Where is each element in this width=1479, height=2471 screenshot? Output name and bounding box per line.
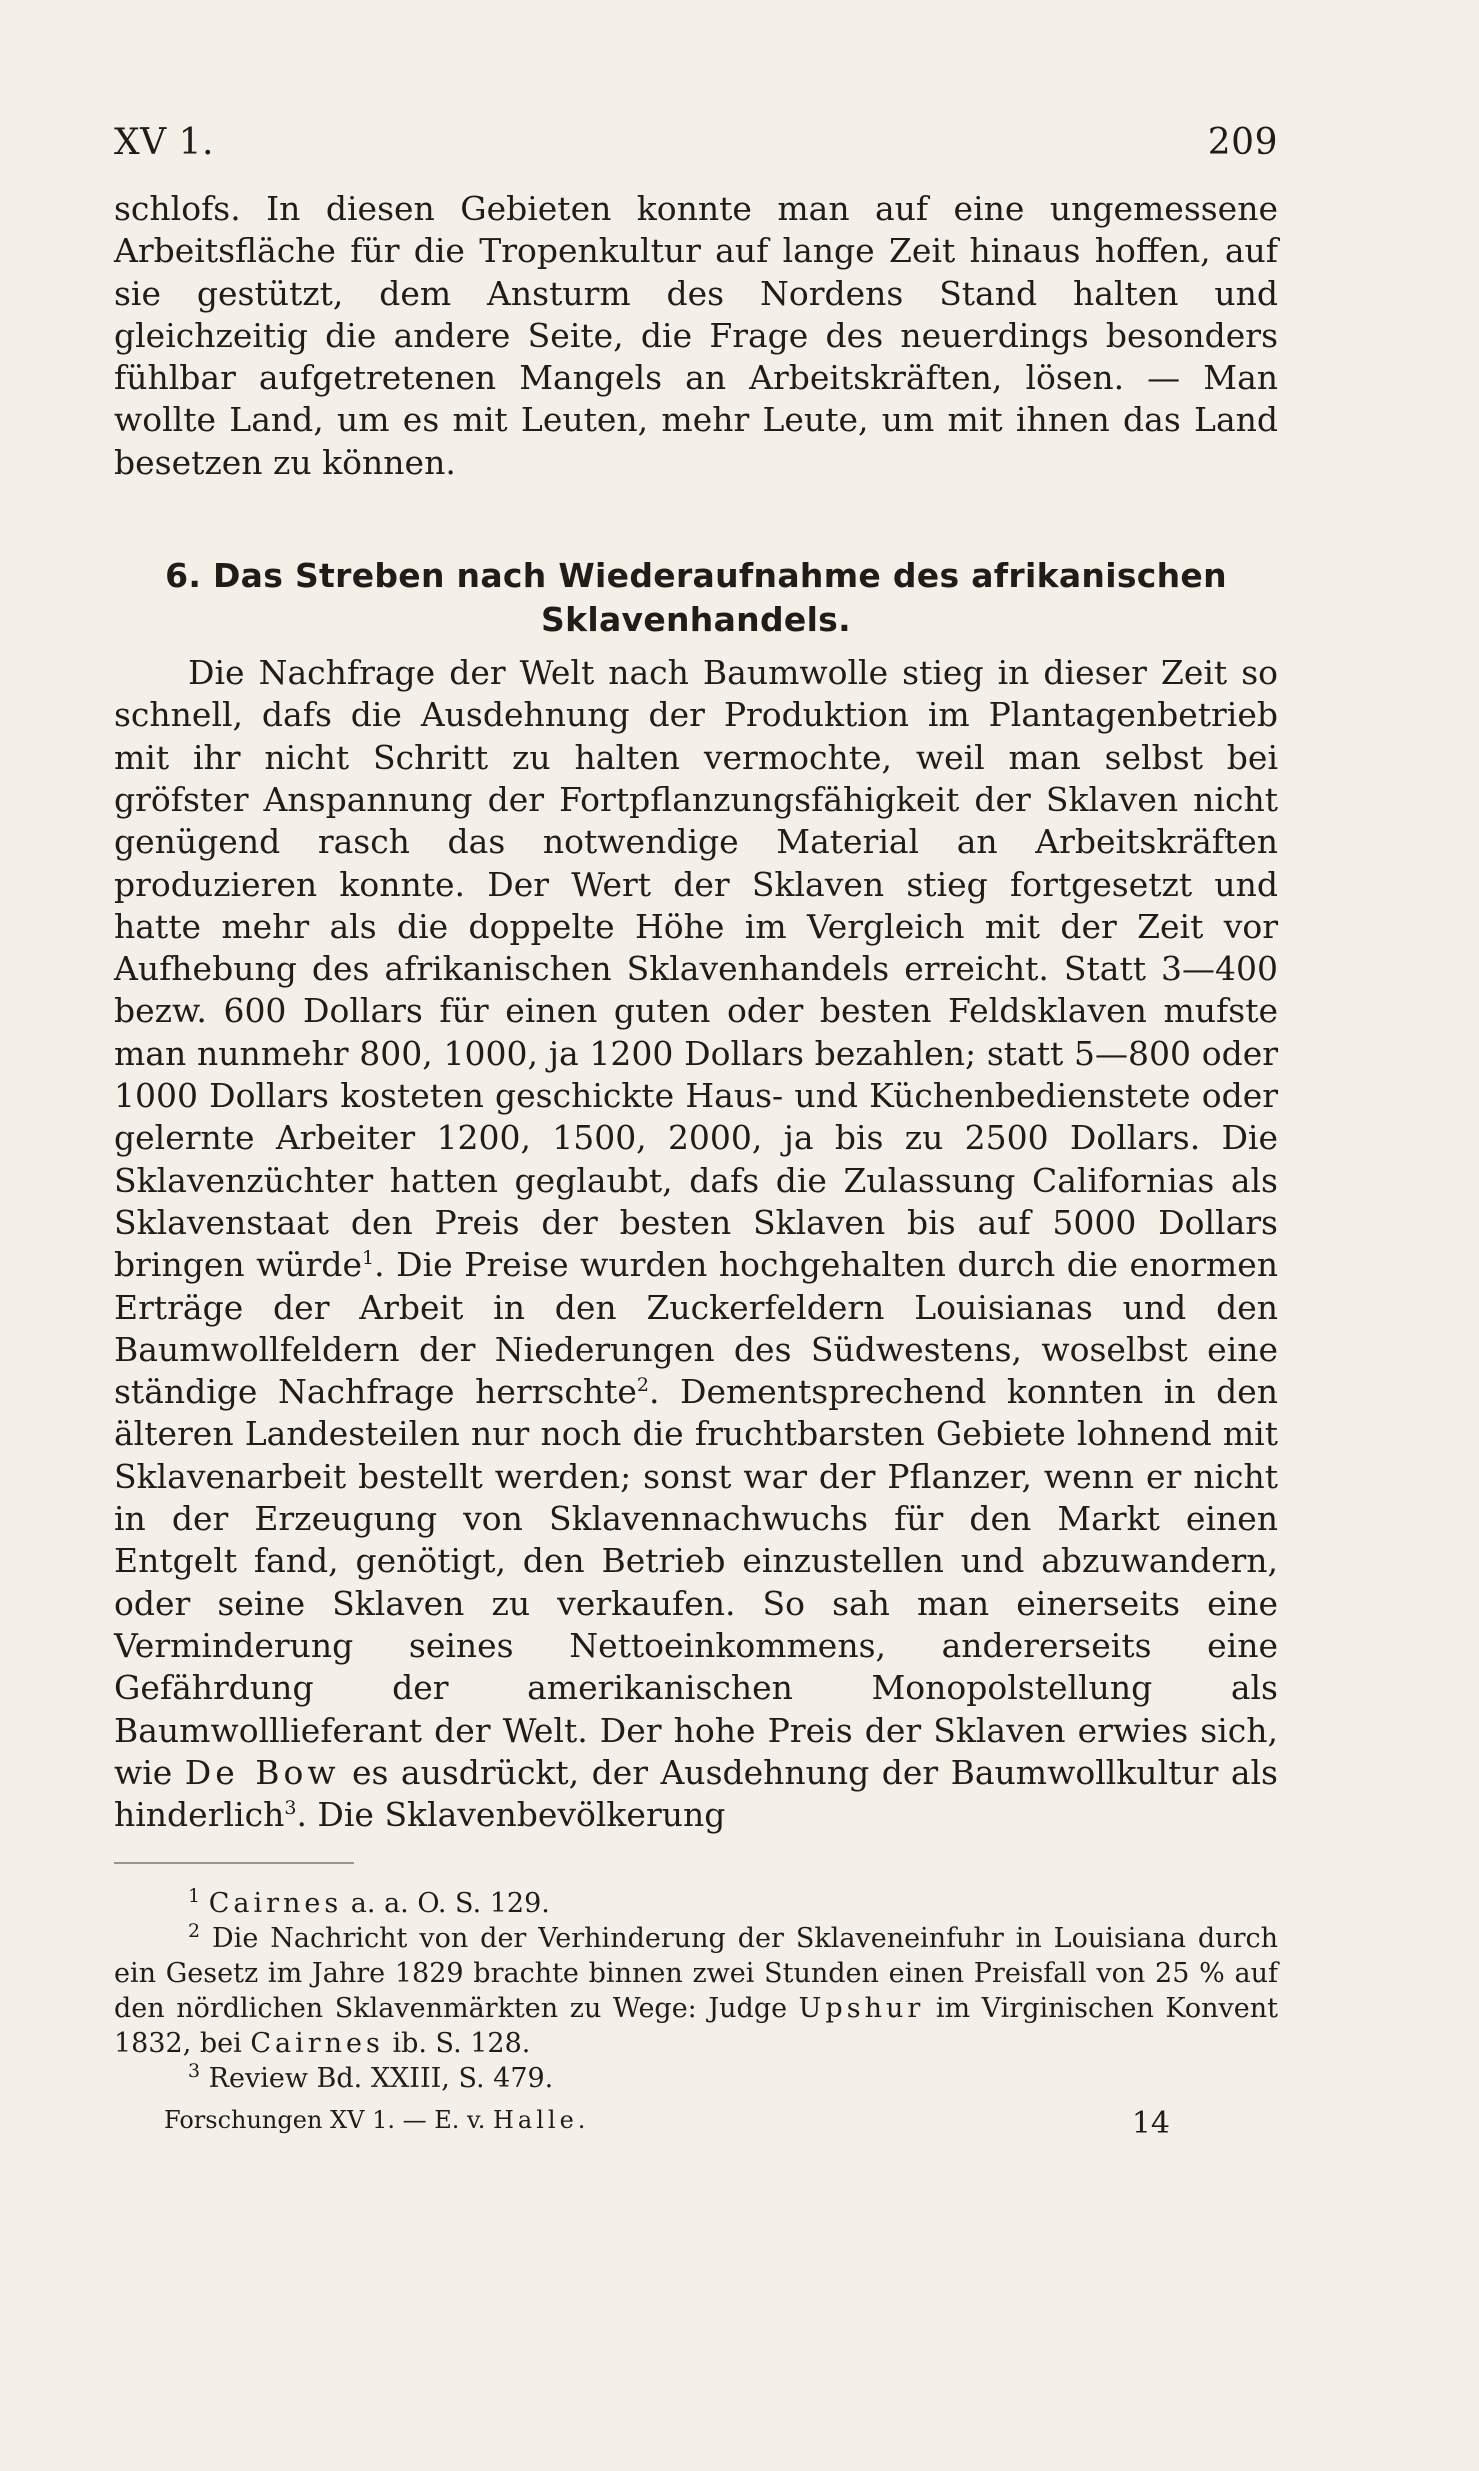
body-text-2: . Die Preise wurden hochgehalten durch die enormen Erträge der Arbeit in den Zuckerfeldern Louisianas und den Baumwollfeldern der Niederungen des Südwestens, woselbst eine ständige Nachfrage herrschte — [114, 1245, 1278, 1412]
footnote-2-text-c: ib. S. 128. — [383, 2028, 531, 2060]
body-paragraph — [114, 652, 1278, 1836]
book-page — [114, 122, 1278, 2141]
body-text-3: . Dementsprechend konnten in den älteren Landesteilen nur noch die fruchtbarsten Gebiete lohnend mit Sklavenarbeit bestellt werden; sonst war der Pflanzer, wenn er nicht in der Erzeugung von Sklavennachwuchs für den Markt einen Entgelt fand, genötigt, den Betrieb einzustellen und abzuwandern, oder seine Sklaven zu verkaufen. So sah man einerseits eine Verminderung seines Nettoeinkommens, andererseits eine Gefährdung der amerikanischen Monopolstellung als Baumwolllieferant der Welt. Der hohe Preis der Sklaven erwies sich, wie — [114, 1372, 1278, 1792]
footnote-3-mark: 3 — [188, 2060, 201, 2083]
footnote-2-text-a: Die Nachricht von der Verhinderung der Sklaveneinfuhr in Louisiana durch ein Gesetz im Jahre 1829 brachte binnen zwei Stunden einen Preisfall von 25 % auf den nördlichen Sklavenmärkten zu Wege: Judge — [114, 1923, 1278, 2025]
footnote-1-mark: 1 — [188, 1885, 201, 1908]
section-heading-line-1: 6. Das Streben nach Wiederaufnahme des afrikanischen — [165, 556, 1227, 596]
footnote-ref-2: 2 — [636, 1374, 649, 1397]
footnote-3 — [114, 2061, 1278, 2096]
body-text-5: . Die Sklavenbevölkerung — [296, 1795, 726, 1835]
footnote-1-text: a. a. O. S. 129. — [342, 1888, 550, 1920]
signature-footer — [114, 2106, 1278, 2141]
footnote-1-author: Cairnes — [208, 1888, 343, 1920]
footnote-2-author-cairnes: Cairnes — [250, 2028, 384, 2060]
running-head — [114, 122, 1278, 188]
intro-paragraph: schlofs. In diesen Gebieten konnte man auf eine ungemessene Arbeitsfläche für die Tropenkultur auf lange Zeit hinaus hoffen, auf sie gestützt, dem Ansturm des Nordens Stand halten und gleichzeitig die andere Seite, die Frage des neuerdings besonders fühlbar aufgetretenen Mangels an Arbeitskräften, lösen. — Man wollte Land, um es mit Leuten, mehr Leute, um mit ihnen das Land besetzen zu können. — [114, 189, 1278, 482]
section-heading-line-2: Sklavenhandels. — [541, 600, 851, 640]
running-head-volume: XV 1. — [114, 122, 214, 163]
footnote-2-text-b: im Virginischen Konvent 1832, bei — [114, 1993, 1278, 2060]
page-number: 209 — [1207, 122, 1278, 163]
signature-mark: 14 — [1131, 2106, 1170, 2142]
footnotes — [114, 1886, 1278, 2096]
footnote-rule — [114, 1862, 354, 1864]
footnote-ref-3: 3 — [284, 1797, 297, 1820]
footer-imprint-text: Forschungen XV 1. — E. v. — [164, 2106, 493, 2135]
footer-imprint — [164, 2106, 585, 2141]
footnote-ref-1: 1 — [362, 1247, 375, 1270]
footer-author: Halle — [493, 2106, 578, 2135]
footnote-2 — [114, 1921, 1278, 2061]
author-name-debow: De Bow — [184, 1752, 340, 1792]
body-text-4: es ausdrückt, der Ausdehnung der Baumwollkultur als hinderlich — [114, 1752, 1278, 1835]
footer-imprint-end: . — [577, 2106, 586, 2135]
footnote-2-author-upshur: Upshur — [798, 1993, 925, 2025]
footnote-1 — [114, 1886, 1278, 1921]
footnote-2-mark: 2 — [188, 1920, 201, 1943]
footnote-3-text: Review Bd. XXIII, S. 479. — [200, 2063, 554, 2095]
section-heading — [114, 554, 1278, 642]
body-text-1: Die Nachfrage der Welt nach Baumwolle stieg in dieser Zeit so schnell, dafs die Ausdehnung der Produktion im Plantagenbetrieb mit ihr nicht Schritt zu halten vermochte, weil man selbst bei gröfster Anspannung der Fortpflanzungsfähigkeit der Sklaven nicht genügend rasch das notwendige Material an Arbeitskräften produzieren konnte. Der Wert der Sklaven stieg fortgesetzt und hatte mehr als die doppelte Höhe im Vergleich mit der Zeit vor Aufhebung des afrikanischen Sklavenhandels erreicht. Statt 3—400 bezw. 600 Dollars für einen guten oder besten Feldsklaven mufste man nunmehr 800, 1000, ja 1200 Dollars bezahlen; statt 5—800 oder 1000 Dollars kosteten geschickte Haus- und Küchenbedienstete oder gelernte Arbeiter 1200, 1500, 2000, ja bis zu 2500 Dollars. Die Sklavenzüchter hatten geglaubt, dafs die Zulassung Californias als Sklavenstaat den Preis der besten Sklaven bis auf 5000 Dollars bringen würde — [114, 653, 1278, 1285]
